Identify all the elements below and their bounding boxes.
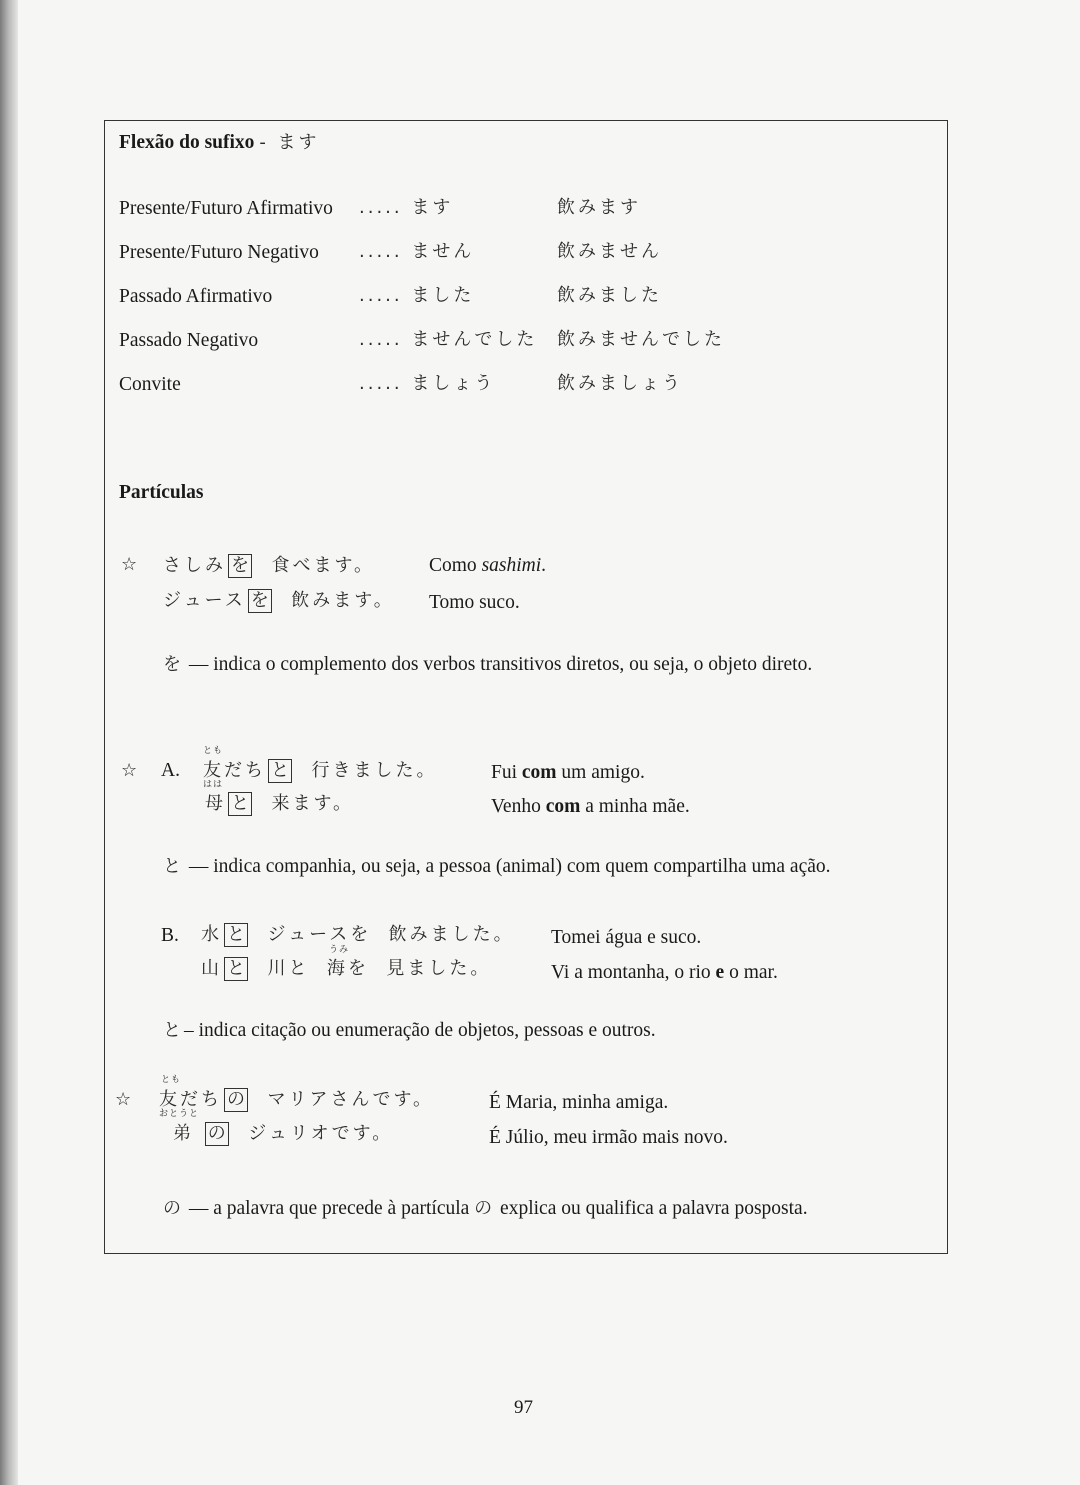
particles-heading: Partículas — [119, 482, 204, 503]
translation-to-a-2: Venho com a minha mãe. — [491, 796, 690, 817]
note-wo: を — indica o complemento dos verbos transitivos diretos, ou seja, o objeto direto. — [163, 654, 813, 675]
row-label: Convite — [119, 374, 181, 395]
translation-wo-1: Como sashimi. — [429, 555, 547, 576]
row-label: Passado Afirmativo — [119, 286, 273, 307]
particle-box: と — [224, 923, 248, 947]
row-suffix: ..... ました — [359, 285, 475, 306]
row-example: 飲みます — [557, 197, 641, 218]
example-no-2: 弟 の ジュリオです。 — [173, 1123, 394, 1144]
row-suffix: ..... ましょう — [359, 373, 496, 394]
example-wo-1: さしみ を 食べます。 — [163, 555, 376, 576]
particle-box: の — [205, 1122, 229, 1146]
translation-no-1: É Maria, minha amiga. — [489, 1092, 669, 1113]
row-label: Passado Negativo — [119, 330, 259, 351]
translation-wo-2: Tomo suco. — [429, 592, 520, 613]
particle-box: を — [248, 589, 272, 613]
particle-box: を — [228, 554, 252, 578]
particle-box: の — [224, 1088, 248, 1112]
example-to-a-2: 母 と 来ます。 — [205, 793, 355, 814]
note-no: の — a palavra que precede à partícula の explica ou qualifica a palavra posposta. — [163, 1198, 808, 1219]
book-binding-shadow — [0, 0, 18, 1485]
example-no-1: 友だち の マリアさんです。 — [159, 1089, 435, 1110]
furigana: はは — [203, 780, 224, 790]
translation-no-2: É Júlio, meu irmão mais novo. — [489, 1127, 728, 1148]
row-example: 飲みました — [557, 285, 662, 306]
section-label-b: B. — [161, 925, 179, 946]
translation-to-b-2: Vi a montanha, o rio e o mar. — [551, 962, 778, 983]
note-to-a: と — indica companhia, ou seja, a pessoa (animal) com quem compartilha uma ação. — [163, 856, 831, 877]
furigana: とも — [161, 1075, 182, 1085]
furigana: うみ — [329, 945, 350, 955]
example-to-b-2: 山 と 川と 海を 見ました。 — [201, 958, 492, 979]
translation-to-a-1: Fui com um amigo. — [491, 762, 645, 783]
row-label: Presente/Futuro Negativo — [119, 242, 319, 263]
row-suffix: ..... ませんでした — [359, 329, 538, 350]
row-example: 飲みましょう — [557, 373, 683, 394]
row-label: Presente/Futuro Afirmativo — [119, 198, 333, 219]
particle-box: と — [268, 759, 292, 783]
translation-to-b-1: Tomei água e suco. — [551, 927, 702, 948]
row-suffix: ..... ます — [359, 197, 454, 218]
star-icon: ☆ — [121, 760, 138, 781]
row-suffix: ..... ません — [359, 241, 475, 262]
row-example: 飲みませんでした — [557, 329, 725, 350]
page-number: 97 — [514, 1397, 533, 1418]
example-to-b-1: 水 と ジュースを 飲みました。 — [201, 924, 515, 945]
page — [18, 0, 1080, 1485]
conjugation-heading: Flexão do sufixo - ます — [119, 132, 320, 153]
furigana: とも — [203, 746, 224, 756]
section-label-a: A. — [161, 760, 180, 781]
particle-box: と — [228, 792, 252, 816]
content-frame — [104, 120, 948, 1254]
row-example: 飲みません — [557, 241, 662, 262]
star-icon: ☆ — [115, 1089, 132, 1110]
star-icon: ☆ — [121, 554, 138, 575]
furigana: おとうと — [159, 1109, 200, 1119]
note-to-b: と– indica citação ou enumeração de objetos, pessoas e outros. — [163, 1020, 656, 1041]
particle-box: と — [224, 957, 248, 981]
example-wo-2: ジュース を 飲みます。 — [163, 590, 395, 611]
example-to-a-1: 友だち と 行きました。 — [203, 760, 438, 781]
